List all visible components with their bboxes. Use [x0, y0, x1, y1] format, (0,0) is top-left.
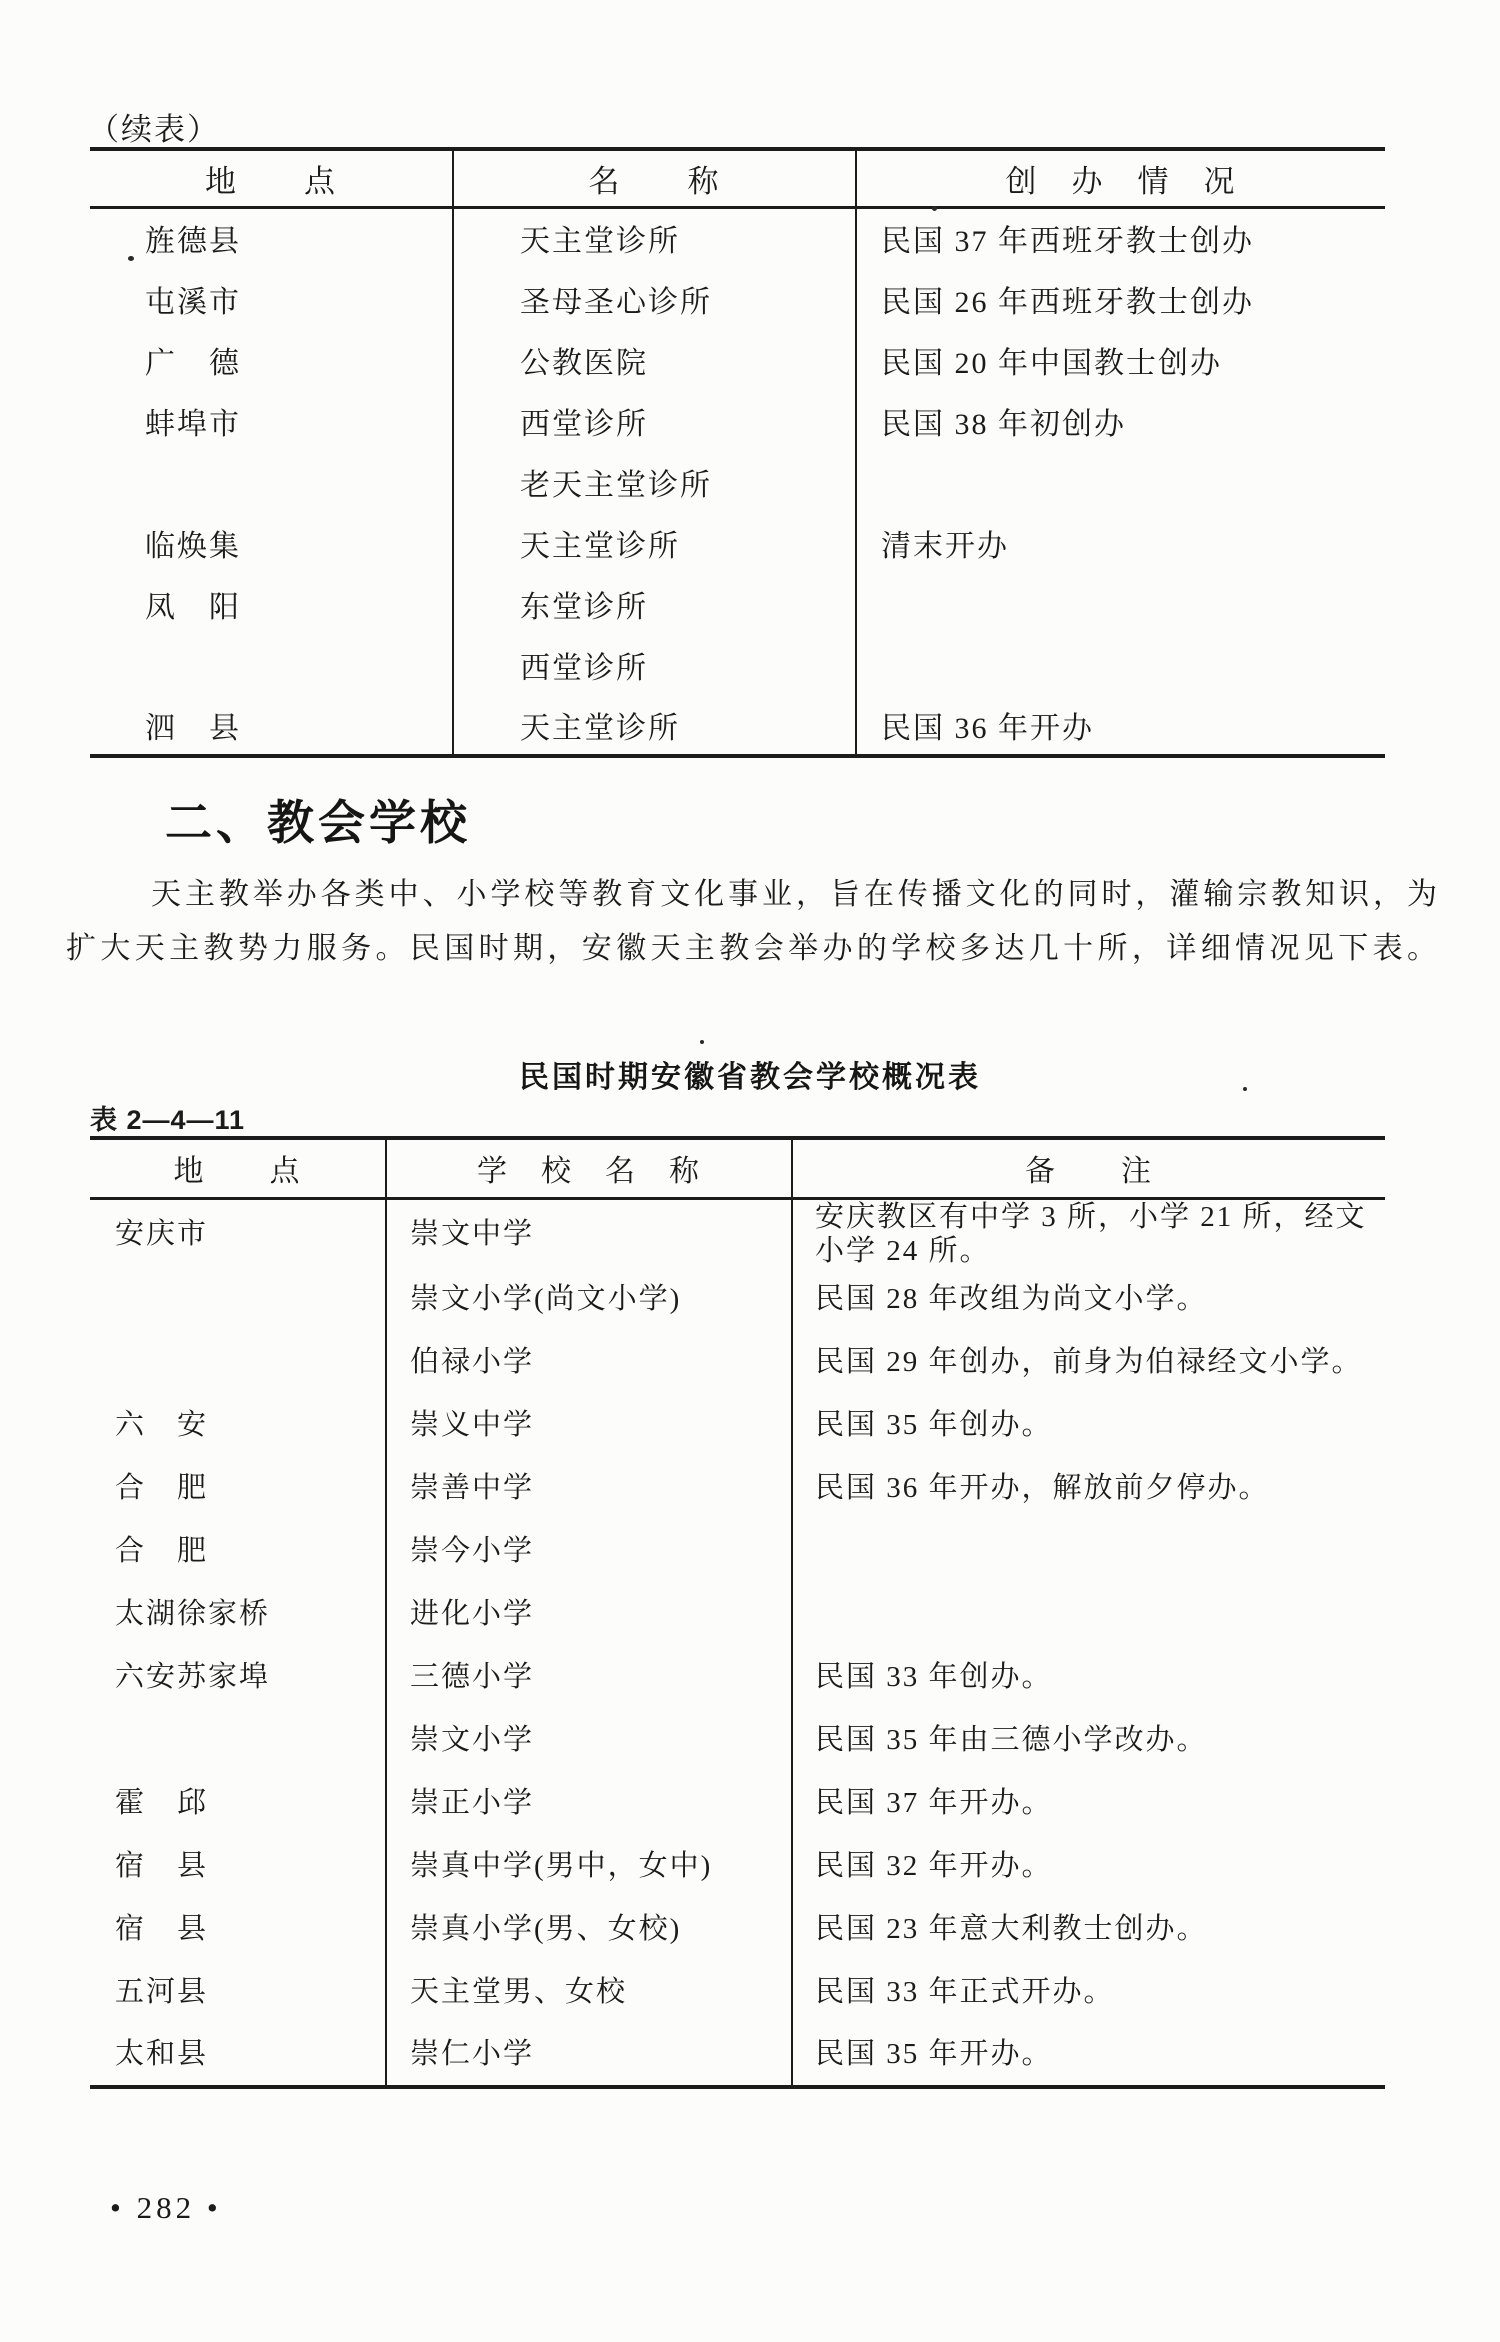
schools-table-row [90, 1457, 1385, 1520]
schools-table-number: 表 2—4—11 [90, 1105, 246, 1135]
scan-speck [932, 206, 937, 211]
schools-table-row [90, 1268, 1385, 1331]
school-remark-cell: 民国 23 年意大利教士创办。 [792, 1898, 1385, 1961]
schools-header-location: 地 点 [90, 1138, 386, 1198]
school-location-cell: 太湖徐家桥 [115, 1598, 271, 1630]
school-location-cell: 安庆市 [115, 1217, 209, 1250]
schools-header-name: 学 校 名 称 [386, 1138, 792, 1198]
schools-table-row [90, 1520, 1385, 1583]
school-location-cell: 太和县 [115, 2038, 209, 2070]
school-remark-cell: 民国 36 年开办，解放前夕停办。 [792, 1457, 1385, 1520]
school-name-cell: 三德小学 [386, 1646, 792, 1709]
scan-speck [1243, 1087, 1247, 1091]
school-remark-cell: 民国 28 年改组为尚文小学。 [792, 1268, 1385, 1331]
school-remark-cell: 民国 33 年正式开办。 [792, 1961, 1385, 2024]
clinic-founding-cell [856, 451, 1385, 512]
school-location-cell: 宿 县 [115, 1850, 209, 1882]
school-location-cell [90, 1709, 386, 1772]
school-name-cell: 崇今小学 [386, 1520, 792, 1583]
clinic-name-cell: 老天主堂诊所 [453, 451, 856, 512]
clinic-location-cell: 旌德县 [145, 225, 241, 259]
school-location-cell [90, 1331, 386, 1394]
school-name-cell: 崇义中学 [386, 1394, 792, 1457]
schools-table-row [90, 1583, 1385, 1646]
schools-table-row [90, 1646, 1385, 1709]
clinics-table [90, 147, 1385, 758]
clinic-founding-cell: 清末开办 [856, 512, 1385, 573]
schools-table-row [90, 1898, 1385, 1961]
clinics-table-row [90, 451, 1385, 512]
school-location-cell: 宿 县 [115, 1913, 209, 1945]
schools-table-row [90, 1835, 1385, 1898]
schools-header-remark: 备 注 [792, 1138, 1385, 1198]
schools-table-row [90, 2024, 1385, 2087]
clinic-name-cell: 西堂诊所 [453, 634, 856, 695]
school-remark-cell: 民国 35 年由三德小学改办。 [792, 1709, 1385, 1772]
school-name-cell: 崇真中学(男中，女中) [386, 1835, 792, 1898]
clinic-location-cell [90, 451, 453, 512]
clinic-name-cell: 天主堂诊所 [453, 512, 856, 573]
clinic-founding-cell: 民国 38 年初创办 [856, 390, 1385, 451]
scan-speck [700, 1040, 704, 1044]
clinics-table-row [90, 268, 1385, 329]
schools-table-row [90, 1331, 1385, 1394]
clinics-table-row [90, 512, 1385, 573]
schools-table [90, 1136, 1385, 2089]
paragraph-line: 天主教举办各类中、小学校等教育文化事业，旨在传播文化的同时，灌输宗教知识，为 [151, 878, 1438, 911]
school-remark-cell [792, 1520, 1385, 1583]
school-name-cell: 崇真小学(男、女校) [386, 1898, 792, 1961]
school-remark-cell: 民国 29 年创办，前身为伯禄经文小学。 [792, 1331, 1385, 1394]
clinics-table-row [90, 573, 1385, 634]
school-location-cell: 六 安 [115, 1409, 209, 1441]
clinic-location-cell: 泗 县 [145, 711, 241, 745]
school-name-cell: 崇善中学 [386, 1457, 792, 1520]
schools-table-title: 民国时期安徽省教会学校概况表 [519, 1061, 981, 1094]
paragraph-line: 扩大天主教势力服务。民国时期，安徽天主教会举办的学校多达几十所，详细情况见下表。 [66, 932, 1438, 965]
clinics-header-location: 地 点 [90, 149, 453, 207]
clinics-table-row [90, 329, 1385, 390]
clinic-founding-cell: 民国 26 年西班牙教士创办 [856, 268, 1385, 329]
schools-table-body [90, 1198, 1385, 2087]
clinic-location-cell: 临焕集 [145, 529, 241, 563]
schools-table-row [90, 1709, 1385, 1772]
clinics-header-founding: 创 办 情 况 [856, 149, 1385, 207]
clinic-location-cell: 广 德 [145, 346, 241, 380]
school-name-cell: 崇文小学 [386, 1709, 792, 1772]
clinic-founding-cell [856, 573, 1385, 634]
school-location-cell: 合 肥 [115, 1535, 209, 1567]
clinic-founding-cell: 民国 20 年中国教士创办 [856, 329, 1385, 390]
clinics-table-row [90, 634, 1385, 695]
scan-speck [128, 256, 134, 261]
clinic-name-cell: 圣母圣心诊所 [453, 268, 856, 329]
clinics-header-name: 名 称 [453, 149, 856, 207]
schools-table-row [90, 1394, 1385, 1457]
school-name-cell: 崇文中学 [386, 1198, 792, 1268]
school-remark-cell: 民国 33 年创办。 [792, 1646, 1385, 1709]
clinic-location-cell: 凤 阳 [145, 590, 241, 624]
school-name-cell: 崇仁小学 [386, 2024, 792, 2087]
school-name-cell: 崇正小学 [386, 1772, 792, 1835]
school-name-cell: 伯禄小学 [386, 1331, 792, 1394]
clinic-founding-cell: 民国 37 年西班牙教士创办 [856, 207, 1385, 268]
clinic-name-cell: 西堂诊所 [453, 390, 856, 451]
clinics-header-row [90, 149, 1385, 207]
clinics-table-body [90, 207, 1385, 756]
schools-table-row [90, 1961, 1385, 2024]
page-number: • 282 • [110, 2190, 222, 2225]
clinic-name-cell: 天主堂诊所 [453, 207, 856, 268]
school-location-cell: 霍 邱 [115, 1787, 209, 1819]
clinic-founding-cell: 民国 36 年开办 [856, 695, 1385, 756]
school-remark-cell: 民国 32 年开办。 [792, 1835, 1385, 1898]
schools-header-row [90, 1138, 1385, 1198]
clinic-location-cell: 屯溪市 [145, 285, 241, 319]
clinics-table-row [90, 390, 1385, 451]
section-paragraph [66, 868, 1438, 976]
clinics-table-row [90, 207, 1385, 268]
school-remark-cell [792, 1583, 1385, 1646]
section-heading: 二、教会学校 [165, 796, 471, 849]
school-name-cell: 崇文小学(尚文小学) [386, 1268, 792, 1331]
clinics-table-row [90, 695, 1385, 756]
school-name-cell: 进化小学 [386, 1583, 792, 1646]
clinic-name-cell: 东堂诊所 [453, 573, 856, 634]
clinic-founding-cell [856, 634, 1385, 695]
school-remark-cell: 安庆教区有中学 3 所，小学 21 所，经文小学 24 所。 [792, 1198, 1385, 1268]
school-remark-cell: 民国 35 年开办。 [792, 2024, 1385, 2087]
clinic-name-cell: 公教医院 [453, 329, 856, 390]
schools-table-row [90, 1198, 1385, 1268]
schools-table-row [90, 1772, 1385, 1835]
clinic-name-cell: 天主堂诊所 [453, 695, 856, 756]
school-location-cell: 五河县 [115, 1976, 209, 2008]
continued-table-label: （续表） [88, 112, 220, 147]
school-remark-cell: 民国 35 年创办。 [792, 1394, 1385, 1457]
school-location-cell: 合 肥 [115, 1472, 209, 1504]
clinic-location-cell [90, 634, 453, 695]
school-location-cell: 六安苏家埠 [115, 1661, 271, 1693]
school-location-cell [90, 1268, 386, 1331]
school-name-cell: 天主堂男、女校 [386, 1961, 792, 2024]
clinic-location-cell: 蚌埠市 [145, 407, 241, 441]
school-remark-cell: 民国 37 年开办。 [792, 1772, 1385, 1835]
